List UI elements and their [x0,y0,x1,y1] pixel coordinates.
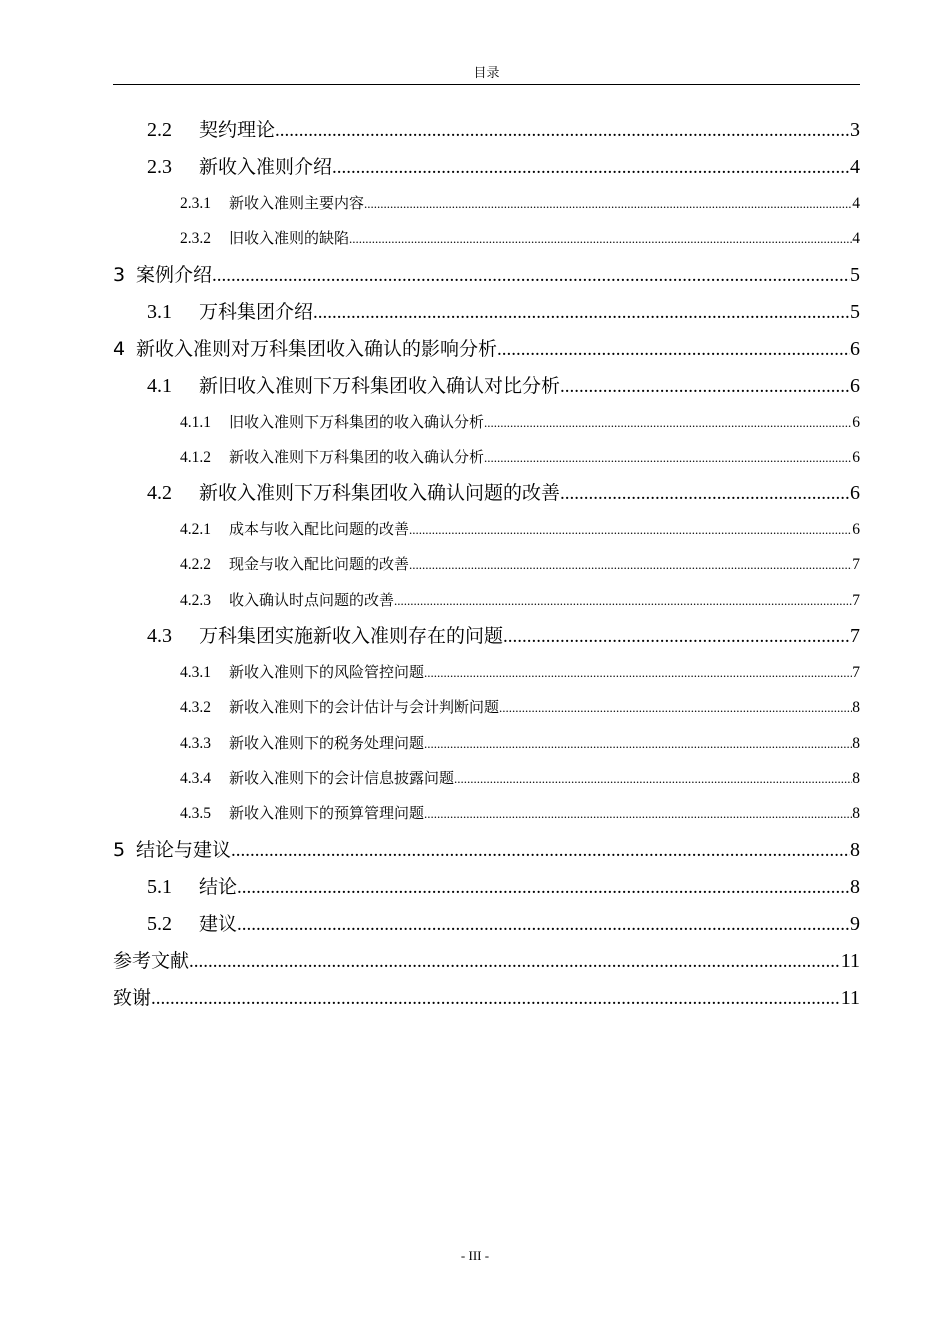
toc-dot-leader [212,257,850,294]
toc-entry-number: 5.2 [147,912,172,935]
toc-entry-page: 7 [852,664,860,682]
toc-entry-number: 4.3 [147,625,172,648]
toc-dot-leader [499,690,852,725]
toc-dot-leader [503,618,850,655]
toc-entry-number: 3 [113,263,126,286]
toc-entry-page: 11 [840,986,860,1009]
toc-entry-title: 契约理论 [199,119,276,141]
toc-entry-page: 8 [850,875,860,898]
toc-entry-title: 新旧收入准则下万科集团收入确认对比分析 [199,374,561,397]
toc-dot-leader [424,726,852,761]
toc-dot-leader [151,980,841,1017]
toc-entry-number: 4.3.3 [180,734,211,752]
toc-entry-page: 4 [852,230,860,248]
toc-entry[interactable] [113,112,860,149]
toc-entry-title: 新收入准则对万科集团收入确认的影响分析 [136,337,498,360]
toc-entry-number: 4.3.4 [180,769,211,787]
toc-entry-title: 参考文献 [113,949,190,972]
toc-entry-title: 案例介绍 [136,263,213,286]
toc-entry-title: 万科集团实施新收入准则存在的问题 [199,625,504,648]
toc-entry-title: 新收入准则下的税务处理问题 [229,733,425,752]
toc-entry-number: 5 [113,838,126,861]
toc-entry-page: 6 [850,482,860,505]
toc-entry-number: 4.2.2 [180,556,211,574]
toc-dot-leader [313,294,850,331]
toc-entry-number: 4.2.1 [180,521,211,539]
toc-dot-leader [409,512,852,547]
toc-entry[interactable] [113,405,860,440]
toc-entry-page: 7 [852,591,860,609]
toc-dot-leader [560,475,850,512]
toc-entry[interactable] [113,761,860,796]
toc-entry-page: 7 [850,625,860,648]
toc-entry[interactable] [113,547,860,582]
toc-entry-title: 新收入准则下万科集团的收入确认分析 [229,447,485,466]
toc-dot-leader [409,547,852,582]
toc-entry-number: 4.2.3 [180,591,211,609]
toc-entry-title: 新收入准则主要内容 [229,194,365,212]
toc-entry[interactable] [113,475,860,512]
toc-entry-page: 5 [850,263,860,286]
toc-entry-title: 新收入准则下万科集团收入确认问题的改善 [199,482,561,505]
toc-entry-title: 新收入准则下的风险管控问题 [229,663,425,682]
toc-entry-number: 4.1 [147,374,172,397]
toc-entry[interactable] [113,832,860,869]
toc-entry-number: 4.1.1 [180,413,211,431]
toc-entry[interactable] [113,943,860,980]
toc-dot-leader [275,112,850,149]
toc-dot-leader [332,149,850,186]
toc-entry-page: 6 [850,374,860,397]
toc-entry-number: 4.1.2 [180,448,211,466]
toc-dot-leader [497,331,850,368]
toc-entry[interactable] [113,440,860,475]
toc-dot-leader [424,655,852,690]
toc-dot-leader [189,943,841,980]
toc-dot-leader [364,186,852,221]
toc-entry-title: 旧收入准则下万科集团的收入确认分析 [229,412,485,431]
toc-entry-number: 3.1 [147,300,172,323]
toc-entry[interactable] [113,980,860,1017]
toc-entry-page: 8 [852,769,860,787]
toc-entry-page: 8 [852,734,860,752]
toc-dot-leader [349,221,852,256]
toc-entry[interactable] [113,512,860,547]
toc-entry[interactable] [113,796,860,831]
toc-entry[interactable] [113,331,860,368]
toc-entry[interactable] [113,149,860,186]
toc-entry-number: 2.2 [147,119,172,141]
toc-entry-number: 4.2 [147,482,172,505]
toc-entry-page: 6 [852,448,860,466]
toc-entry-page: 7 [852,556,860,574]
toc-entry-page: 3 [850,119,860,141]
toc-entry-number: 5.1 [147,875,172,898]
toc-entry[interactable] [113,726,860,761]
toc-entry-title: 新收入准则下的预算管理问题 [229,804,425,823]
toc-entry-title: 建议 [199,912,238,935]
toc-entry-title: 新收入准则下的会计估计与会计判断问题 [229,698,500,717]
toc-entry[interactable] [113,618,860,655]
toc-entry-title: 致谢 [113,986,152,1009]
toc-entry-page: 8 [852,805,860,823]
table-of-contents [113,112,860,1017]
toc-entry-title: 旧收入准则的缺陷 [229,229,350,248]
toc-dot-leader [560,368,850,405]
toc-entry-number: 2.3.2 [180,230,211,248]
page-header: 目录 [113,66,860,85]
toc-entry-page: 4 [852,195,860,212]
toc-dot-leader [231,832,850,869]
toc-entry-title: 结论与建议 [136,838,232,861]
toc-entry[interactable] [113,368,860,405]
toc-entry-number: 2.3.1 [180,195,211,212]
toc-entry[interactable] [113,583,860,618]
toc-entry-number: 4.3.2 [180,699,211,717]
toc-dot-leader [484,440,852,475]
toc-entry[interactable] [113,294,860,331]
toc-dot-leader [237,906,850,943]
toc-entry-page: 8 [850,838,860,861]
toc-entry[interactable] [113,186,860,221]
toc-entry-page: 9 [850,912,860,935]
toc-entry-page: 6 [852,413,860,431]
toc-entry[interactable] [113,655,860,690]
toc-entry[interactable] [113,869,860,906]
toc-dot-leader [237,869,850,906]
toc-dot-leader [484,405,852,440]
toc-entry-page: 5 [850,300,860,323]
toc-entry-number: 4.3.1 [180,664,211,682]
toc-dot-leader [424,796,852,831]
toc-entry-page: 6 [850,337,860,360]
page-number: - III - [460,1248,490,1263]
toc-entry-page: 8 [852,699,860,717]
toc-entry-number: 4 [113,337,126,360]
toc-dot-leader [394,583,852,618]
toc-entry[interactable] [113,221,860,256]
toc-entry-page: 4 [850,156,860,178]
toc-dot-leader [454,761,852,796]
toc-entry[interactable] [113,690,860,725]
toc-entry[interactable] [113,257,860,294]
toc-entry-title: 新收入准则下的会计信息披露问题 [229,768,455,787]
toc-entry-title: 结论 [199,875,238,898]
toc-entry-number: 2.3 [147,156,172,178]
toc-entry-title: 新收入准则介绍 [199,156,333,178]
toc-entry-title: 万科集团介绍 [199,300,314,323]
toc-entry[interactable] [113,906,860,943]
toc-entry-page: 11 [840,949,860,972]
toc-entry-title: 收入确认时点问题的改善 [229,590,395,609]
toc-entry-title: 现金与收入配比问题的改善 [229,555,410,574]
toc-entry-page: 6 [852,521,860,539]
toc-entry-title: 成本与收入配比问题的改善 [229,520,410,539]
toc-entry-number: 4.3.5 [180,805,211,823]
